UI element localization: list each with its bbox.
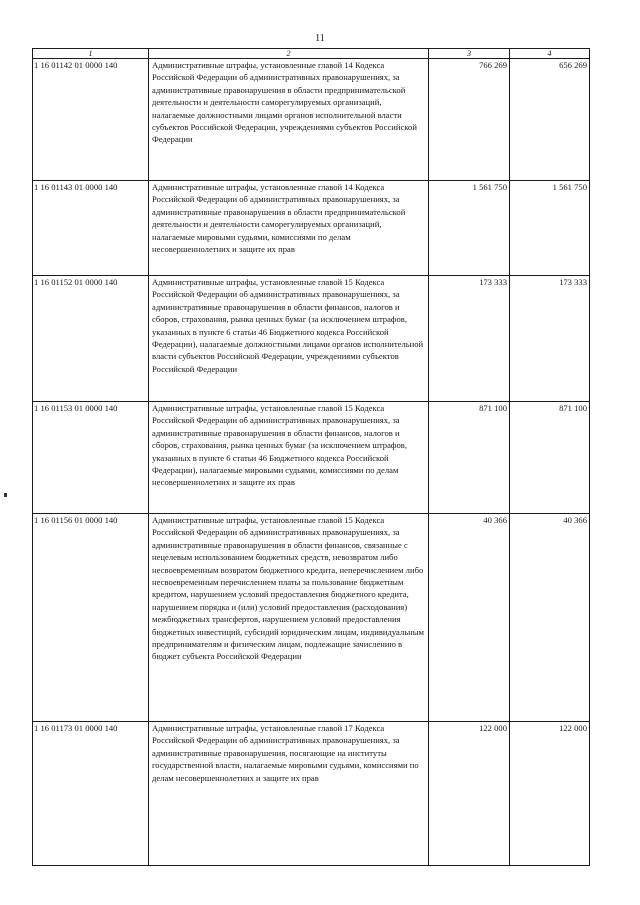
amount-col3: 871 100 xyxy=(429,402,510,514)
income-description: Административные штрафы, установленные главой 15 Кодекса Российской Федерации об административных правонарушениях, за административные правонарушения в области финансов, налогов и сборов, страхования, рынка ценных бумаг (за исключением штрафов, указанных в пункте 6 статьи 46 Бюджетного кодекса Российской Федерации), налагаемые должностными лицами органов исполнительной власти субъектов Российской Федерации, учреждениями субъектов Российской Федерации xyxy=(149,276,429,402)
income-code: 1 16 01152 01 0000 140 xyxy=(33,276,149,402)
table-row xyxy=(33,276,590,402)
amount-col4: 1 561 750 xyxy=(510,181,590,276)
amount-col3: 40 366 xyxy=(429,514,510,722)
margin-mark xyxy=(4,493,7,497)
header-row xyxy=(33,49,590,59)
income-description: Административные штрафы, установленные главой 17 Кодекса Российской Федерации об административных правонарушениях, за административные правонарушения, посягающие на институты государственной власти, налагаемые мировыми судьями, комиссиями по делам несовершеннолетних и защите их прав xyxy=(149,722,429,866)
page-number: 11 xyxy=(315,33,325,44)
table-row xyxy=(33,59,590,181)
amount-col4: 122 000 xyxy=(510,722,590,866)
amount-col3: 766 269 xyxy=(429,59,510,181)
amount-col4: 871 100 xyxy=(510,402,590,514)
amount-col4: 656 269 xyxy=(510,59,590,181)
amount-col3: 1 561 750 xyxy=(429,181,510,276)
table-row xyxy=(33,181,590,276)
amount-col4: 173 333 xyxy=(510,276,590,402)
table-row xyxy=(33,402,590,514)
column-header-4: 4 xyxy=(510,49,590,59)
income-description: Административные штрафы, установленные главой 15 Кодекса Российской Федерации об административных правонарушениях, за административные правонарушения в области финансов, связанные с нецелевым использованием бюджетных средств, невозвратом либо несвоевременным возвратом бюджетного кредита, неперечислением либо несвоевременным перечислением платы за пользование бюджетным кредитом, нарушением условий предоставления бюджетного кредита, нарушением порядка и (или) условий предоставления (расходования) межбюджетных трансфертов, нарушением условий предоставления бюджетных инвестиций, субсидий юридическим лицам, индивидуальным предпринимателям и физическим лицам, подлежащие зачислению в бюджет субъекта Российской Федерации xyxy=(149,514,429,722)
income-description: Административные штрафы, установленные главой 15 Кодекса Российской Федерации об административных правонарушениях, за административные правонарушения в области финансов, налогов и сборов, страхования, рынка ценных бумаг (за исключением штрафов, указанных в пункте 6 статьи 46 Бюджетного кодекса Российской Федерации), налагаемые мировыми судьями, комиссиями по делам несовершеннолетних и защите их прав xyxy=(149,402,429,514)
income-description: Административные штрафы, установленные главой 14 Кодекса Российской Федерации об административных правонарушениях, за административные правонарушения в области предпринимательской деятельности и деятельности саморегулируемых организаций, налагаемые должностными лицами органов исполнительной власти субъектов Российской Федерации, учреждениями субъектов Российской Федерации xyxy=(149,59,429,181)
column-header-1: 1 xyxy=(33,49,149,59)
budget-table xyxy=(32,48,590,866)
income-code: 1 16 01142 01 0000 140 xyxy=(33,59,149,181)
income-code: 1 16 01173 01 0000 140 xyxy=(33,722,149,866)
column-header-3: 3 xyxy=(429,49,510,59)
table-row xyxy=(33,722,590,866)
income-code: 1 16 01153 01 0000 140 xyxy=(33,402,149,514)
column-header-2: 2 xyxy=(149,49,429,59)
amount-col3: 173 333 xyxy=(429,276,510,402)
income-code: 1 16 01143 01 0000 140 xyxy=(33,181,149,276)
income-description: Административные штрафы, установленные главой 14 Кодекса Российской Федерации об административных правонарушениях, за административные правонарушения в области предпринимательской деятельности и деятельности саморегулируемых организаций, налагаемые мировыми судьями, комиссиями по делам несовершеннолетних и защите их прав xyxy=(149,181,429,276)
amount-col4: 40 366 xyxy=(510,514,590,722)
income-code: 1 16 01156 01 0000 140 xyxy=(33,514,149,722)
table-row xyxy=(33,514,590,722)
amount-col3: 122 000 xyxy=(429,722,510,866)
